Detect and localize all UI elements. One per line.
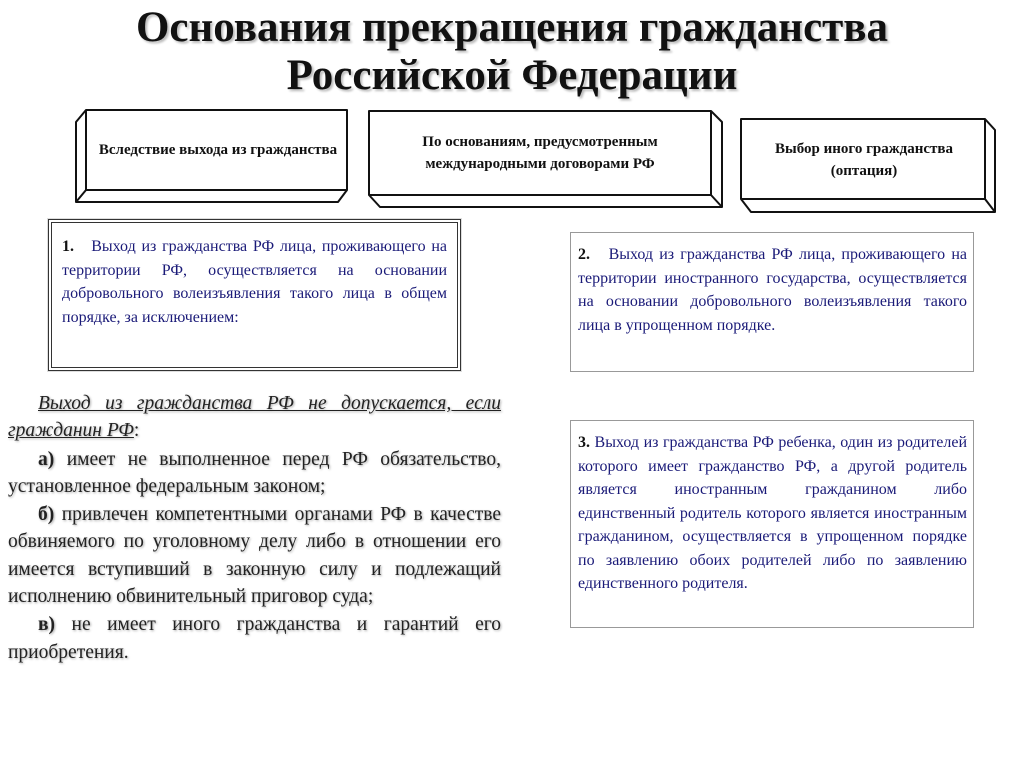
case-text: Выход из гражданства РФ лица, проживающего на территории иностранного государства, осуществляется на основании добровольного волеизъявления такого лица в упрощенном порядке. <box>578 246 968 334</box>
ground-box-international-treaties <box>374 113 706 193</box>
case-number: 3. <box>578 434 590 451</box>
slide-title-line-1: Основания прекращения гражданства <box>135 4 889 51</box>
ground-label: Вследствие выхода из гражданства <box>98 142 338 158</box>
case-box-2 <box>570 232 974 372</box>
item-marker: а) <box>38 448 55 470</box>
restriction-item <box>8 501 501 610</box>
item-text: привлечен компетентными органами РФ в качестве обвиняемого по уголовному делу либо в отношении его имеется вступивший в законную силу и подлежащий исполнению обвинительный приговор суда; <box>8 504 502 608</box>
case-text: Выход из гражданства РФ ребенка, один из родителей которого имеет гражданство РФ, а другой родитель является иностранным гражданином либо единственный родитель которого является иностранным гражданином, осуществляется в упрощенном порядке по заявлению обоих родителей либо по заявлению единственного родителя. <box>578 434 968 592</box>
ground-label: По основаниям, предусмотренным международными договорами РФ <box>422 134 658 172</box>
item-marker: б) <box>38 504 55 526</box>
restrictions-heading: Выход из гражданства РФ не допускается, если гражданин РФ <box>8 393 501 442</box>
restriction-item <box>8 611 501 666</box>
case-text: Выход из гражданства РФ лица, проживающего на территории РФ, осуществляется на основании добровольного волеизъявления такого лица в общем порядке, за исключением: <box>62 238 447 326</box>
restrictions-heading-suffix: : <box>133 420 140 442</box>
ground-box-optation <box>748 122 980 198</box>
withdrawal-restrictions <box>8 390 501 667</box>
case-number: 2. <box>578 246 590 263</box>
case-box-1 <box>48 219 461 371</box>
item-text: имеет не выполненное перед РФ обязательство, установленное федеральным законом; <box>8 448 501 497</box>
ground-box-withdrawal <box>96 112 340 188</box>
item-text: не имеет иного гражданства и гарантий его приобретения. <box>8 614 501 663</box>
item-marker: в) <box>38 614 56 636</box>
case-box-3 <box>570 420 974 628</box>
restriction-item <box>8 446 501 501</box>
case-number: 1. <box>62 238 74 255</box>
ground-label: Выбор иного гражданства (оптация) <box>775 141 953 179</box>
slide-title-line-2: Российской Федерации <box>286 52 738 99</box>
